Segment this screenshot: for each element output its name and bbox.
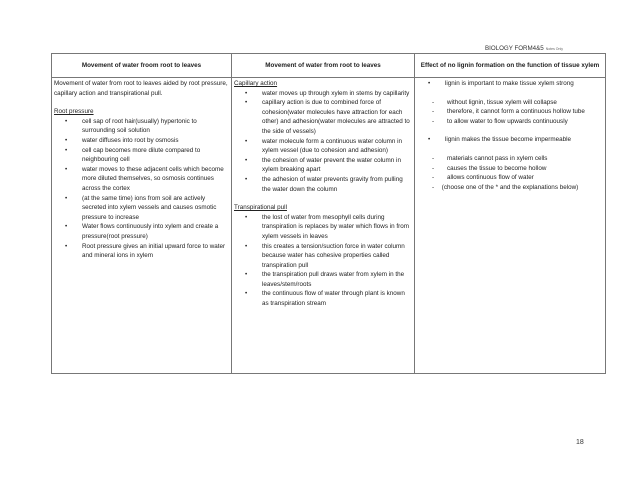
dash-item: - without lignin, tissue xylem will collapse bbox=[417, 98, 603, 108]
intro-text: Movement of water from root to leaves aided by root pressure, capillary action and transpirational pull. bbox=[54, 80, 228, 97]
list-item: • lignin makes the tissue become impermeable bbox=[417, 135, 603, 145]
list-item: • water molecule form a continuous water column in xylem vessel (due to cohesion and adhesion) bbox=[234, 137, 412, 156]
dash-item: - to allow water to flow upwards continuously bbox=[417, 117, 603, 127]
list-item: • lignin is important to make tissue xylem strong bbox=[417, 79, 603, 89]
table-body-row bbox=[52, 78, 606, 374]
dash-item: - therefore, it cannot form a continuous hollow tube bbox=[417, 107, 603, 117]
list-item: • (at the same time) ions from soil are actively secreted into xylem vessels and causes osmotic pressure to increase bbox=[54, 194, 229, 223]
page-number: 18 bbox=[576, 439, 584, 446]
cell-root-pressure bbox=[52, 78, 232, 374]
table-header-row bbox=[52, 54, 606, 78]
list-item: • this creates a tension/suction force in water column because water has cohesive properties called transpiration pull bbox=[234, 242, 412, 271]
transpiration-list bbox=[234, 213, 412, 309]
header-title: BIOLOGY FORM4&5 bbox=[485, 45, 544, 52]
dash-item: - allows continuous flow of water bbox=[417, 173, 603, 183]
lignin-bullet-1 bbox=[417, 79, 603, 89]
column-header-1: Movement of water froom root to leaves bbox=[52, 54, 232, 78]
cell-capillary-transpiration bbox=[232, 78, 415, 374]
list-item: • the transpiration pull draws water from xylem in the leaves/stem/roots bbox=[234, 270, 412, 289]
cell-lignin-effect bbox=[415, 78, 606, 374]
list-item: • cell sap of root hair(usually) hypertonic to surrounding soil solution bbox=[54, 117, 229, 136]
lignin-bullet-2 bbox=[417, 135, 603, 145]
dash-item: - causes the tissue to become hollow bbox=[417, 164, 603, 174]
capillary-list bbox=[234, 89, 412, 195]
root-pressure-list bbox=[54, 117, 229, 261]
root-pressure-title: Root pressure bbox=[54, 108, 94, 116]
list-item: • Root pressure gives an initial upward force to water and mineral ions in xylem bbox=[54, 242, 229, 261]
notes-table bbox=[51, 53, 606, 374]
column-header-2: Movement of water from root to leaves bbox=[232, 54, 415, 78]
list-item: • Water flows continuously into xylem and create a pressure(root pressure) bbox=[54, 222, 229, 241]
list-item: • water diffuses into root by osmosis bbox=[54, 136, 229, 146]
list-item: • the adhesion of water prevents gravity from pulling the water down the column bbox=[234, 175, 412, 194]
header-small-text: Notes Only bbox=[545, 47, 563, 51]
choice-note: (choose one of the * and the explanations below) bbox=[441, 183, 579, 191]
list-item: • the lost of water from mesophyll cells during transpiration is replaces by water which flows in from xylem vessels in leaves bbox=[234, 213, 412, 242]
column-header-3: Effect of no lignin formation on the function of tissue xylem bbox=[415, 54, 606, 78]
list-item: • cell cap becomes more dilute compared to neighbouring cell bbox=[54, 146, 229, 165]
capillary-title: Capillary action bbox=[234, 80, 278, 87]
running-header bbox=[485, 45, 563, 52]
dash-item: - materials cannot pass in xylem cells bbox=[417, 154, 603, 164]
list-item: • water moves up through xylem in stems by capillarity bbox=[234, 89, 412, 99]
transpiration-title: Transpirational pull bbox=[234, 204, 287, 212]
list-item: • the cohesion of water prevent the water column in xylem breaking apart bbox=[234, 156, 412, 175]
list-item: • capillary action is due to combined force of cohesion(water molecules have attraction for each other) and adhesion(water molecules are attracted to the side of vessels) bbox=[234, 98, 412, 136]
list-item: • water moves to these adjacent cells which become more diluted themselves, so osmosis continues across the cortex bbox=[54, 165, 229, 194]
list-item: • the continuous flow of water through plant is known as transpiration stream bbox=[234, 289, 412, 308]
